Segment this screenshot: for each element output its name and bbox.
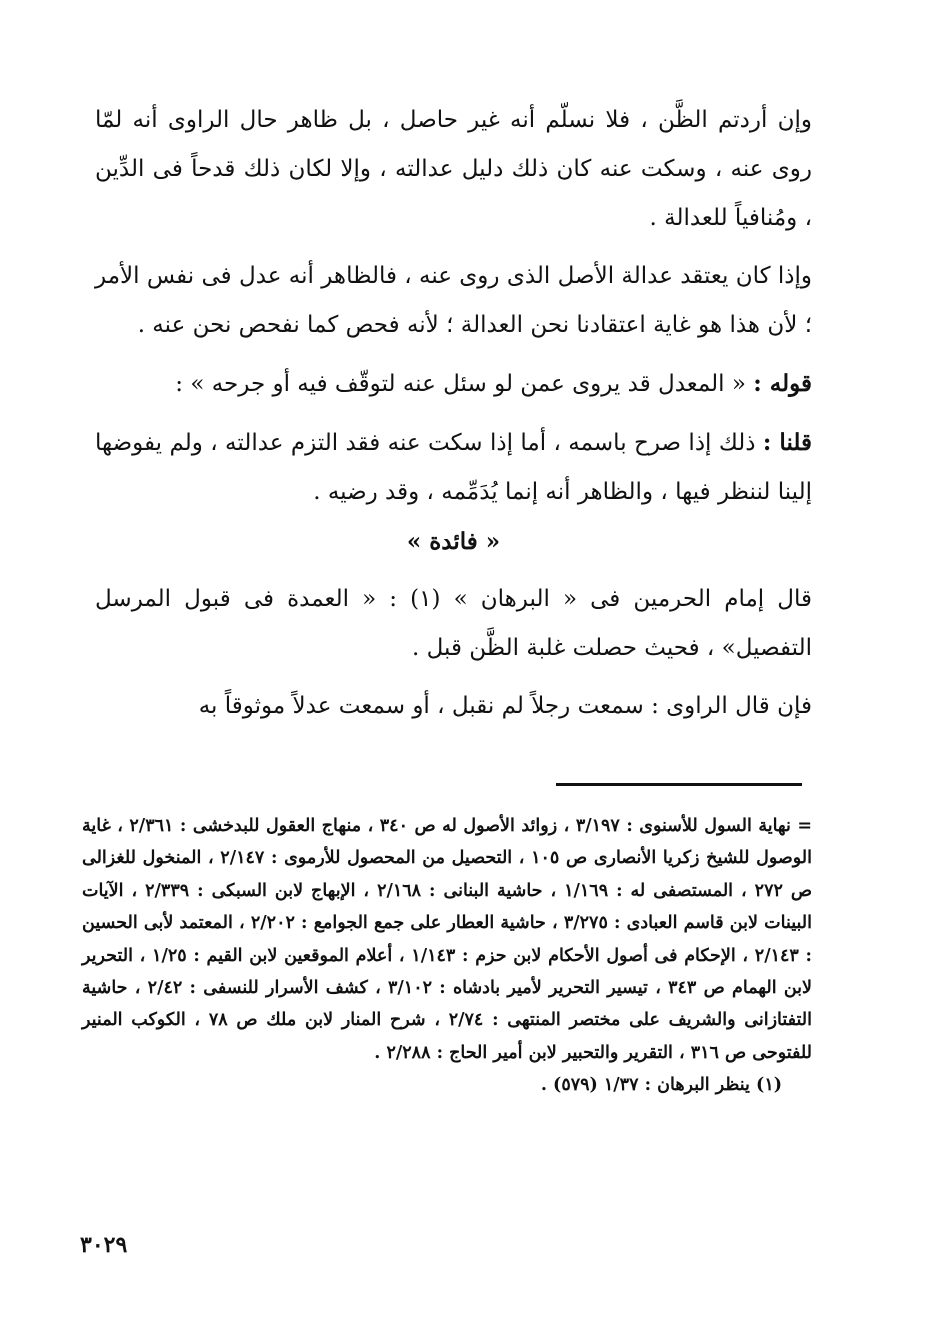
- paragraph: وإن أردتم الظَّن ، فلا نسلّم أنه غير حاصل ، بل ظاهر حال الراوى أنه لمّا روى عنه ، وسكت عنه كان ذلك دليل عدالته ، وإلا لكان ذلك قدحاً فى الدِّين ، ومُنافياً للعدالة .: [95, 107, 812, 231]
- page-number: ٣٠٢٩: [80, 1232, 128, 1258]
- paragraph-text: ذلك إذا صرح باسمه ، أما إذا سكت عنه فقد التزم عدالته ، ولم يفوضها إلينا لننظر فيها ، والظاهر أنه إنما يُدَمِّمه ، وقد رضيه .: [95, 430, 812, 505]
- footnote-1: (١) ينظر البرهان : ١/٣٧ (٥٧٩) .: [540, 1075, 782, 1096]
- paragraph: قال إمام الحرمين فى « البرهان » (١) : « العمدة فى قبول المرسل التفصيل» ، فحيث حصلت غلبة الظَّن قبل .: [95, 586, 813, 661]
- paragraph: [95, 359, 812, 409]
- paragraph-lead: قوله :: [753, 370, 812, 397]
- section-heading: « فائدة »: [406, 528, 501, 555]
- paragraph: فإن قال الراوى : سمعت رجلاً لم نقبل ، أو سمعت عدلاً موثوقاً به: [198, 693, 812, 719]
- main-text: [95, 96, 812, 731]
- footnote-separator: [556, 783, 802, 786]
- paragraph: [95, 418, 812, 517]
- paragraph-text: « المعدل قد يروى عمن لو سئل عنه لتوقّف فيه أو جرحه » :: [175, 371, 754, 397]
- paragraph-lead: قلنا :: [762, 429, 812, 456]
- footnote-continued: = نهاية السول للأسنوى : ٣/١٩٧ ، زوائد الأصول له ص ٣٤٠ ، منهاج العقول للبدخشى : ٢/٣٦١ ، غاية الوصول للشيخ زكريا الأنصارى ص ١٠٥ ، التحصيل من المحصول للأرموى : ٢/١٤٧ ، المنخول للغزالى ص ٢٧٢ ، المستصفى له : ١/١٦٩ ، حاشية البنانى : ٢/١٦٨ ، الإبهاج لابن السبكى : ٢/٣٣٩ ، الآيات البينات لابن قاسم العبادى : ٣/٢٧٥ ، حاشية العطار على جمع الجوامع : ٢/٢٠٢ ، المعتمد لأبى الحسين : ٢/١٤٣ ، الإحكام فى أصول الأحكام لابن حزم : ١/١٤٣ ، أعلام الموقعين لابن القيم : ١/٢٥ ، التحرير لابن الهمام ص ٣٤٣ ، تيسير التحرير لأمير بادشاه : ٣/١٠٢ ، كشف الأسرار للنسفى : ٢/٤٢ ، حاشية التفتازانى والشريف على مختصر المنتهى : ٢/٧٤ ، شرح المنار لابن ملك ص ٧٨ ، الكوكب المنير للفتوحى ص ٣١٦ ، التقرير والتحبير لابن أمير الحاج : ٢/٢٨٨ .: [82, 816, 813, 1063]
- footnotes: [82, 810, 812, 1102]
- paragraph: وإذا كان يعتقد عدالة الأصل الذى روى عنه ، فالظاهر أنه عدل فى نفس الأمر ؛ لأن هذا هو غاية اعتقادنا نحن العدالة ؛ لأنه فحص كما نفحص نحن عنه .: [95, 263, 812, 338]
